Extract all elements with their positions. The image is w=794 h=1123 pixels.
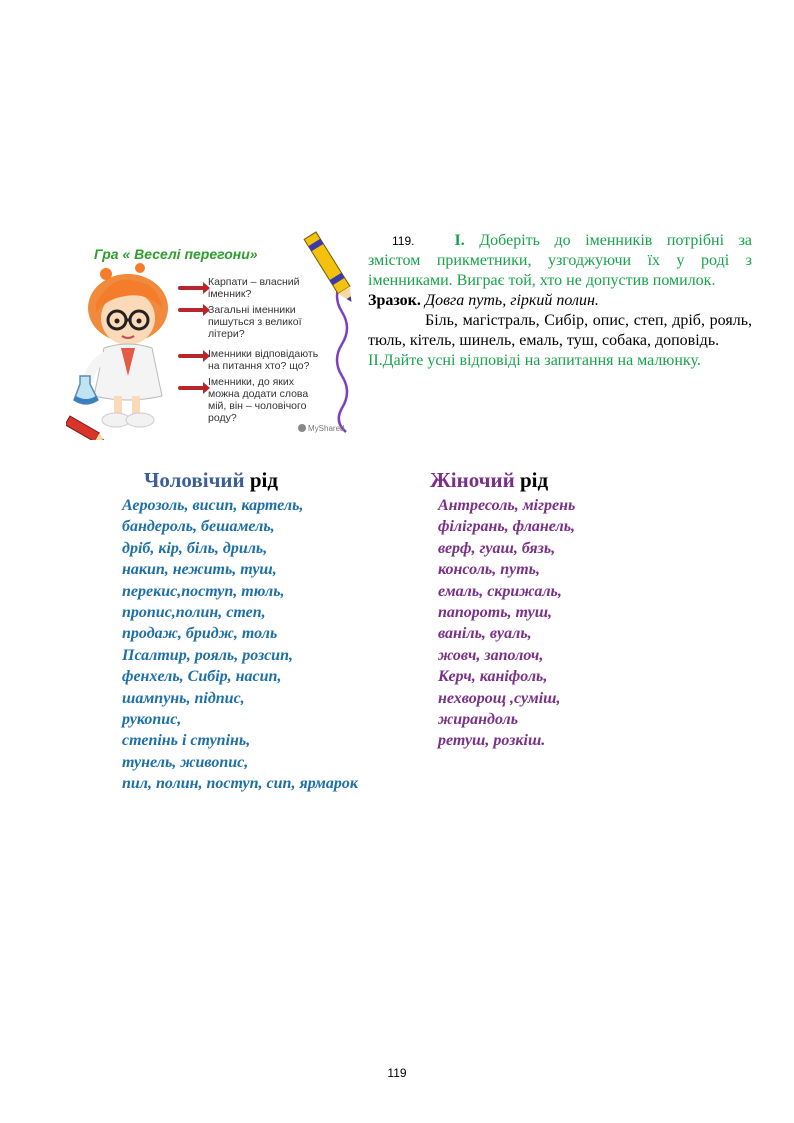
list-item: жовч, заполоч,: [438, 646, 544, 664]
watermark: MyShared: [298, 424, 344, 433]
masculine-list: [122, 495, 358, 795]
list-item: Псалтир, рояль, розсип,: [122, 646, 293, 664]
list-item: Антресоль, мігрень: [438, 497, 576, 514]
list-item: верф, гуаш, бязь,: [438, 539, 556, 557]
exercise-text: [368, 231, 752, 371]
list-item: пропис,полин, степ,: [122, 604, 266, 622]
list-item: перекис,поступ, тюль,: [122, 582, 285, 600]
list-item: степінь і ступінь,: [122, 732, 251, 750]
list-item: ретуш, розкіш.: [438, 732, 546, 750]
question-4: Іменники, до яких можна додати слова мій, він – чоловічого роду?: [208, 376, 309, 424]
game-illustration: [66, 226, 356, 440]
arrow-icon: [178, 308, 204, 312]
part1-text: Доберіть до іменників потрібні за змістом прикметники, узгоджуючи їх у роді з іменниками. Виграє той, хто не допустив помилок.: [368, 232, 752, 289]
exercise-part2: ІІ.Дайте усні відповіді на запитання на малюнку.: [368, 352, 701, 369]
masculine-heading: Чоловічий рід: [144, 468, 279, 492]
feminine-list: [438, 495, 575, 752]
watermark-icon: [298, 424, 306, 432]
arrow-icon: [178, 386, 204, 390]
list-item: пил, полин, поступ, сип, ярмарок: [122, 775, 358, 793]
arrow-icon: [178, 286, 204, 290]
list-item: консоль, путь,: [438, 561, 540, 579]
list-item: філігрань, фланель,: [438, 518, 576, 536]
list-item: жирандоль: [438, 711, 519, 729]
exercise-part1: [368, 231, 752, 291]
list-item: Аерозоль, висип, картель,: [122, 497, 304, 514]
question-2: Загальні іменники пишуться з великої літери?: [208, 304, 302, 340]
list-item: дріб, кір, біль, дриль,: [122, 539, 268, 557]
list-item: емаль, скрижаль,: [438, 582, 562, 600]
list-item: ваніль, вуаль,: [438, 625, 532, 643]
list-item: папороть, туш,: [438, 604, 553, 622]
question-1: Карпати – власний іменник?: [208, 276, 300, 300]
feminine-heading: Жіночий рід: [430, 468, 549, 492]
list-item: тунель, живопис,: [122, 753, 249, 771]
words-list: Біль, магістраль, Сибір, опис, степ, дріб, рояль, тюль, кітель, шинель, емаль, туш, собака, доповідь.: [368, 312, 752, 349]
game-title: Гра « Веселі перегони»: [94, 246, 258, 262]
exercise-number: 119.: [392, 234, 415, 248]
page-number: 119: [387, 1066, 407, 1080]
sample-label: Зразок.: [368, 292, 421, 309]
list-item: накип, нежить, туш,: [122, 561, 277, 579]
question-3: Іменники відповідають на питання хто? що?: [208, 348, 319, 372]
list-item: шампунь, підпис,: [122, 689, 245, 707]
sample-line: [368, 291, 752, 311]
arrow-icon: [178, 354, 204, 358]
list-item: продаж, бридж, толь: [122, 625, 278, 643]
list-item: бандероль, бешамель,: [122, 518, 275, 536]
list-item: нехворощ ,суміш,: [438, 689, 561, 707]
list-item: Керч, каніфоль,: [438, 668, 548, 686]
list-item: фенхель, Сибір, насип,: [122, 668, 282, 686]
part1-label: I.: [454, 232, 465, 249]
sample-text: Довга путь, гіркий полин.: [420, 292, 599, 309]
list-item: рукопис,: [122, 711, 182, 729]
